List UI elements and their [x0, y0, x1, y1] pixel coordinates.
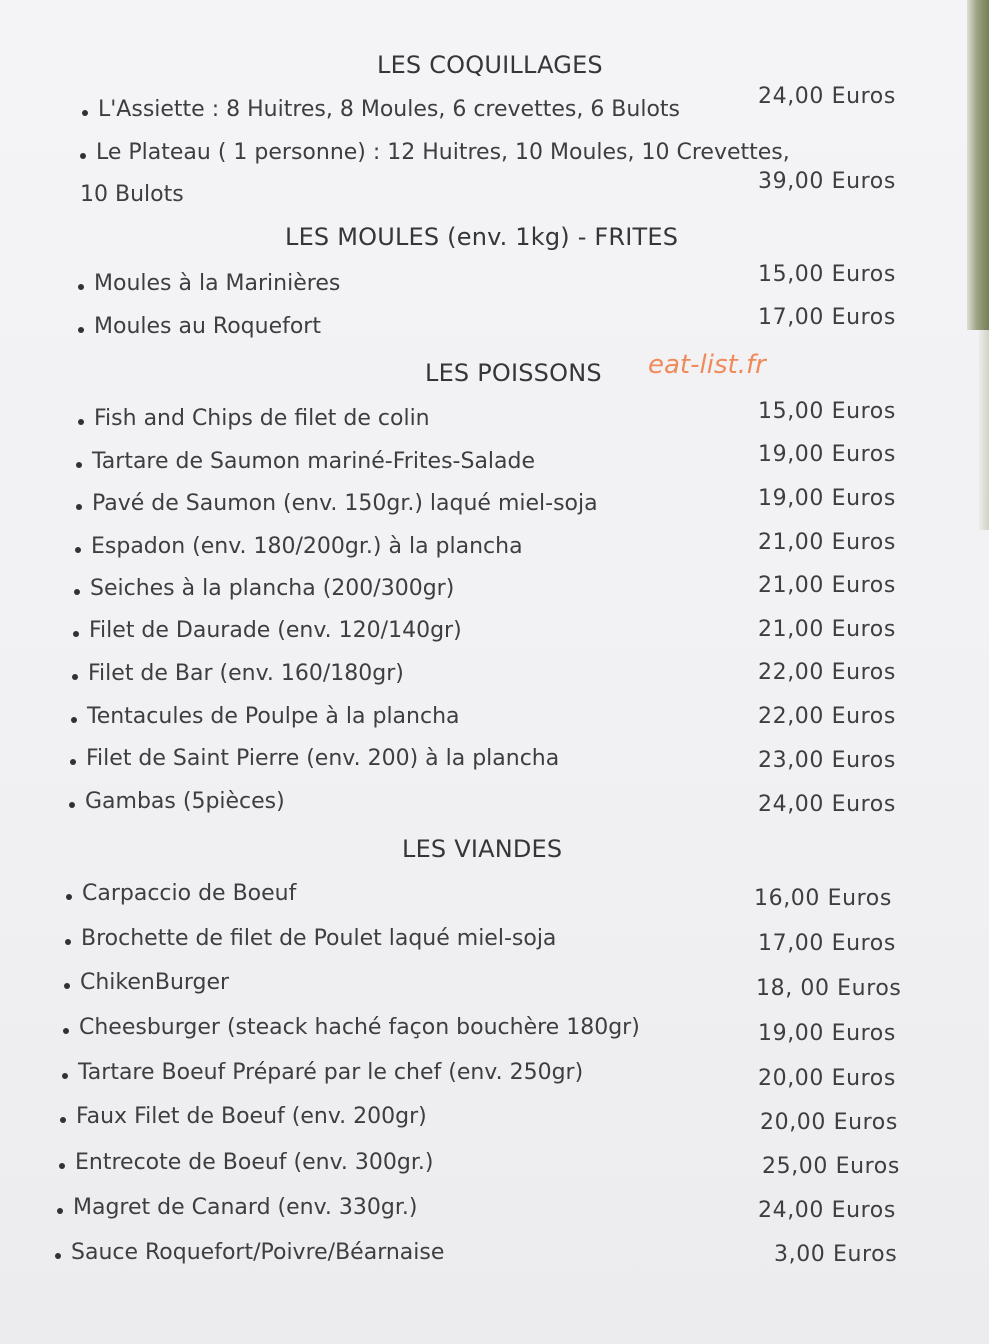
item-name: Fish and Chips de filet de colin	[94, 406, 430, 431]
item-name: Faux Filet de Boeuf (env. 200gr)	[76, 1104, 427, 1129]
bullet-icon	[82, 110, 88, 116]
menu-item	[64, 970, 229, 995]
item-name-continuation: 10 Bulots	[80, 182, 184, 207]
item-price: 24,00 Euros	[758, 1198, 896, 1223]
bullet-icon	[64, 983, 70, 989]
menu-item	[57, 1195, 417, 1220]
item-price: 20,00 Euros	[758, 1066, 896, 1091]
item-price: 21,00 Euros	[758, 530, 896, 555]
item-name: Tartare de Saumon mariné-Frites-Salade	[92, 449, 536, 474]
item-name: Magret de Canard (env. 330gr.)	[73, 1195, 418, 1220]
item-name: Moules au Roquefort	[94, 314, 321, 339]
menu-item	[78, 314, 321, 339]
item-name: Cheesburger (steack haché façon bouchère 180gr)	[79, 1015, 640, 1040]
bullet-icon	[72, 674, 78, 680]
item-price: 24,00 Euros	[758, 84, 896, 109]
menu-item	[59, 1150, 433, 1175]
item-price: 19,00 Euros	[758, 442, 896, 467]
menu-item	[63, 1015, 640, 1040]
item-price: 15,00 Euros	[758, 262, 896, 287]
menu-item	[69, 789, 285, 814]
item-price: 18, 00 Euros	[756, 976, 902, 1001]
section-title-coquillages: LES COQUILLAGES	[377, 51, 603, 79]
item-price: 21,00 Euros	[758, 573, 896, 598]
item-price: 25,00 Euros	[762, 1154, 900, 1179]
item-name: L'Assiette : 8 Huitres, 8 Moules, 6 crevettes, 6 Bulots	[98, 97, 681, 122]
item-name: Le Plateau ( 1 personne) : 12 Huitres, 10 Moules, 10 Crevettes,	[96, 140, 790, 165]
menu-item	[78, 406, 430, 431]
item-price: 22,00 Euros	[758, 704, 896, 729]
menu-item	[55, 1240, 444, 1265]
bullet-icon	[55, 1253, 61, 1259]
item-price: 3,00 Euros	[774, 1242, 898, 1267]
bullet-icon	[76, 504, 82, 510]
menu-item	[60, 1104, 427, 1129]
item-name: Espadon (env. 180/200gr.) à la plancha	[91, 534, 523, 559]
item-name: Filet de Saint Pierre (env. 200) à la plancha	[86, 746, 560, 771]
item-price: 20,00 Euros	[760, 1110, 898, 1135]
menu-item	[80, 140, 790, 165]
menu-item	[74, 576, 454, 601]
bullet-icon	[60, 1117, 66, 1123]
bullet-icon	[65, 939, 71, 945]
page-edge-shadow	[967, 0, 989, 330]
bullet-icon	[73, 631, 79, 637]
menu-item	[73, 618, 462, 643]
item-name: Filet de Bar (env. 160/180gr)	[88, 661, 404, 686]
bullet-icon	[57, 1208, 63, 1214]
item-price: 17,00 Euros	[758, 931, 896, 956]
menu-item	[72, 661, 404, 686]
item-name: Carpaccio de Boeuf	[82, 881, 297, 906]
section-title-moules: LES MOULES (env. 1kg) - FRITES	[285, 223, 679, 251]
bullet-icon	[75, 547, 81, 553]
menu-item	[70, 746, 559, 771]
bullet-icon	[70, 759, 76, 765]
item-name: Entrecote de Boeuf (env. 300gr.)	[75, 1150, 434, 1175]
menu-item	[78, 271, 340, 296]
watermark: eat-list.fr	[648, 350, 766, 380]
item-price: 39,00 Euros	[758, 169, 896, 194]
bullet-icon	[78, 284, 84, 290]
item-name: Tentacules de Poulpe à la plancha	[87, 704, 460, 729]
section-title-poissons: LES POISSONS	[425, 359, 602, 387]
item-price: 24,00 Euros	[758, 792, 896, 817]
item-name: Filet de Daurade (env. 120/140gr)	[89, 618, 462, 643]
item-name: Sauce Roquefort/Poivre/Béarnaise	[71, 1240, 445, 1265]
item-price: 21,00 Euros	[758, 617, 896, 642]
menu-item	[62, 1060, 583, 1085]
bullet-icon	[63, 1028, 69, 1034]
bullet-icon	[76, 462, 82, 468]
section-title-viandes: LES VIANDES	[402, 835, 563, 863]
menu-item	[75, 534, 523, 559]
item-price: 16,00 Euros	[754, 886, 892, 911]
item-name: Seiches à la plancha (200/300gr)	[90, 576, 455, 601]
item-name: Gambas (5pièces)	[85, 789, 285, 814]
bullet-icon	[78, 327, 84, 333]
bullet-icon	[78, 419, 84, 425]
item-price: 19,00 Euros	[758, 1021, 896, 1046]
bullet-icon	[71, 717, 77, 723]
item-name: Tartare Boeuf Préparé par le chef (env. 250gr)	[78, 1060, 584, 1085]
item-name: Moules à la Marinières	[94, 271, 341, 296]
page-edge-shadow-lower	[979, 330, 989, 530]
menu-item	[65, 926, 556, 951]
item-price: 17,00 Euros	[758, 305, 896, 330]
bullet-icon	[80, 153, 86, 159]
item-name: ChikenBurger	[80, 970, 230, 995]
menu-item	[66, 881, 296, 906]
item-price: 15,00 Euros	[758, 399, 896, 424]
item-price: 23,00 Euros	[758, 748, 896, 773]
bullet-icon	[74, 589, 80, 595]
item-name: Pavé de Saumon (env. 150gr.) laqué miel-soja	[92, 491, 598, 516]
menu-item	[76, 491, 598, 516]
item-price: 22,00 Euros	[758, 660, 896, 685]
bullet-icon	[66, 894, 72, 900]
menu-item	[76, 449, 535, 474]
menu-item	[71, 704, 460, 729]
item-price: 19,00 Euros	[758, 486, 896, 511]
bullet-icon	[62, 1073, 68, 1079]
item-name: Brochette de filet de Poulet laqué miel-soja	[81, 926, 557, 951]
menu-item	[82, 97, 680, 122]
bullet-icon	[59, 1163, 65, 1169]
bullet-icon	[69, 802, 75, 808]
